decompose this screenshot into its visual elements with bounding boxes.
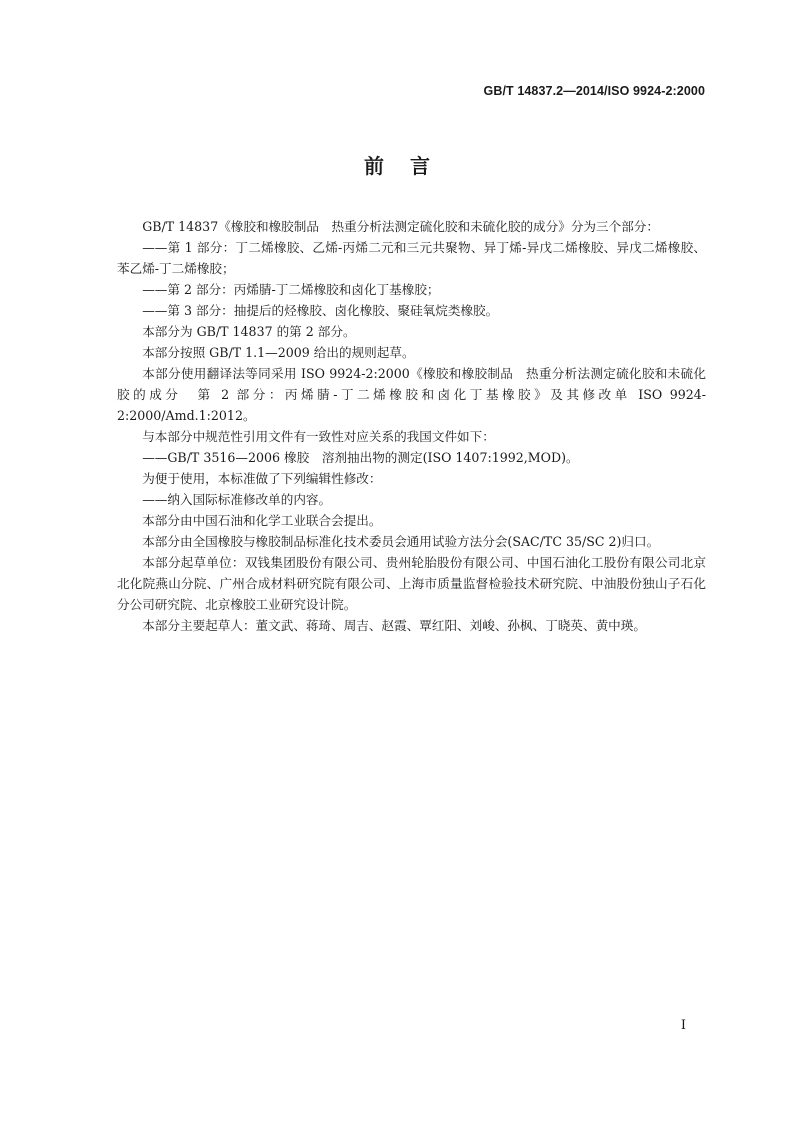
- editorial-changes-intro: 为便于使用，本标准做了下列编辑性修改：: [142, 471, 382, 486]
- part-3-item: ——第 3 部分：抽提后的烃橡胶、卤化橡胶、聚硅氧烷类橡胶。: [142, 303, 499, 318]
- normative-reference-intro: 与本部分中规范性引用文件有一致性对应关系的我国文件如下：: [142, 429, 495, 444]
- page-title: 前言: [364, 154, 456, 178]
- part-statement: 本部分为 GB/T 14837 的第 2 部分。: [142, 324, 356, 339]
- part-2-item: ——第 2 部分：丙烯腈-丁二烯橡胶和卤化丁基橡胶；: [142, 282, 440, 297]
- drafters: 本部分主要起草人：董文武、蒋琦、周吉、赵霞、覃红阳、刘峻、孙枫、丁晓英、黄中瑛。: [142, 618, 646, 633]
- document-body: [117, 216, 706, 636]
- drafting-rules: 本部分按照 GB/T 1.1—2009 给出的规则起草。: [142, 345, 415, 360]
- adoption-statement: 本部分使用翻译法等同采用 ISO 9924-2:2000《橡胶和橡胶制品 热重分析法测定硫化胶和未硫化胶的成分 第 2 部分：丙烯腈-丁二烯橡胶和卤化丁基橡胶》及其修改单 ISO 9924-2:2000/Amd.1:2012。: [117, 366, 706, 423]
- intro-paragraph: GB/T 14837《橡胶和橡胶制品 热重分析法测定硫化胶和未硫化胶的成分》分为三个部分：: [142, 219, 659, 234]
- editorial-change-item: ——纳入国际标准修改单的内容。: [142, 492, 332, 507]
- proposer-statement: 本部分由中国石油和化学工业联合会提出。: [142, 513, 382, 528]
- normative-reference-item: ——GB/T 3516—2006 橡胶 溶剂抽出物的测定(ISO 1407:1992,MOD)。: [142, 450, 579, 465]
- standard-code-header: GB/T 14837.2—2014/ISO 9924-2:2000: [483, 84, 705, 98]
- part-1-item: ——第 1 部分：丁二烯橡胶、乙烯-丙烯二元和三元共聚物、异丁烯-异戊二烯橡胶、异戊二烯橡胶、苯乙烯-丁二烯橡胶；: [117, 240, 706, 276]
- drafting-units: 本部分起草单位：双钱集团股份有限公司、贵州轮胎股份有限公司、中国石油化工股份有限公司北京北化院燕山分院、广州合成材料研究院有限公司、上海市质量监督检验技术研究院、中油股份独山子石化分公司研究院、北京橡胶工业研究设计院。: [117, 555, 706, 612]
- committee-statement: 本部分由全国橡胶与橡胶制品标准化技术委员会通用试验方法分会(SAC/TC 35/SC 2)归口。: [142, 534, 660, 549]
- page-number: I: [680, 1018, 686, 1033]
